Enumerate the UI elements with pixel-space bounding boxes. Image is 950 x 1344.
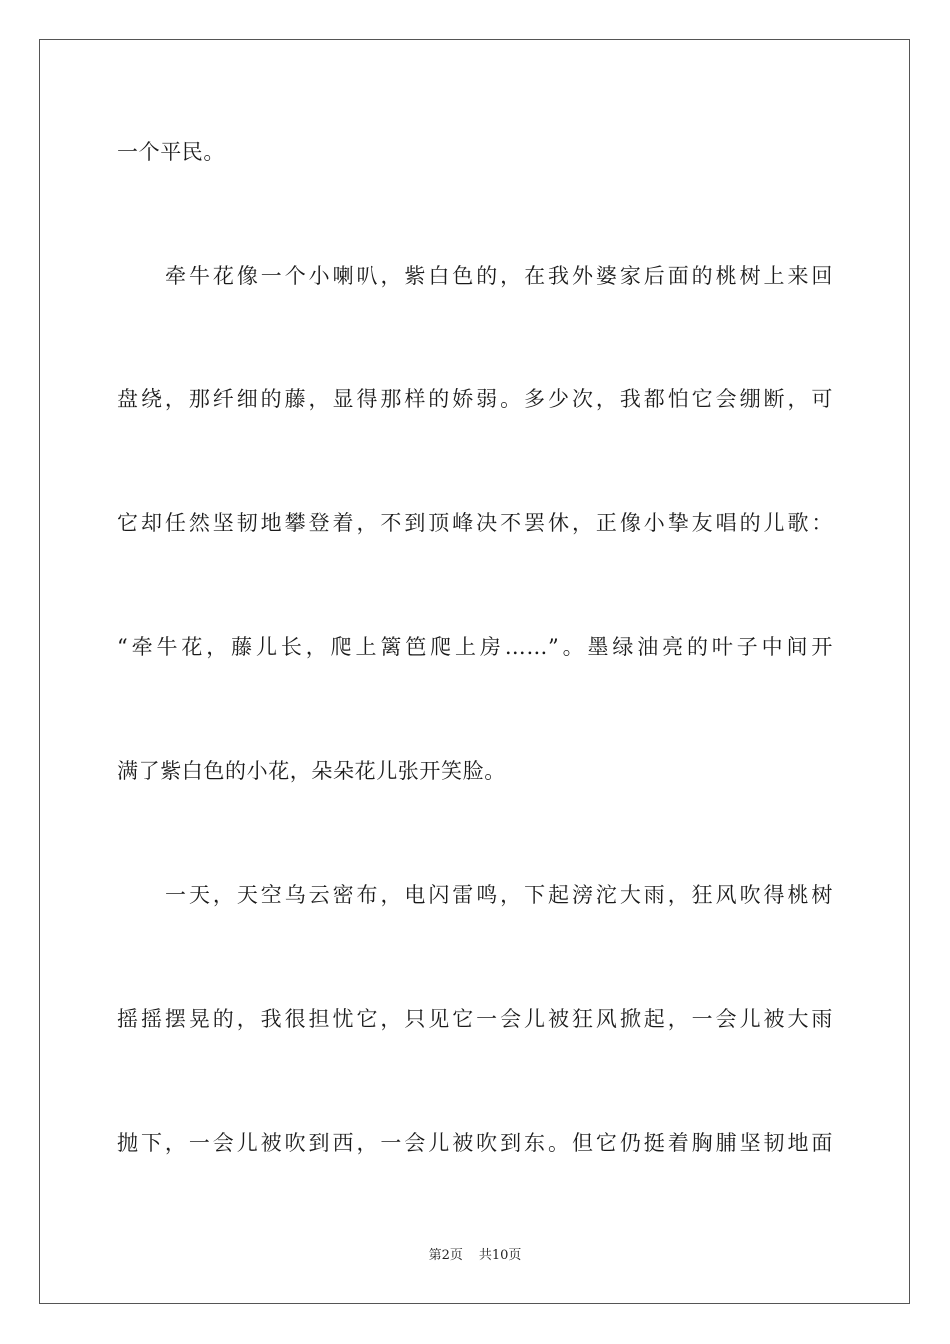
page-total: 共10页 bbox=[478, 1248, 522, 1263]
text-line: 抛下，一会儿被吹到西，一会儿被吹到东。但它仍挺着胸脯坚韧地面 bbox=[117, 1131, 833, 1155]
text-line: “牵牛花，藤儿长，爬上篱笆爬上房……”。墨绿油亮的叶子中间开 bbox=[117, 635, 833, 659]
text-line: 一个平民。 bbox=[117, 140, 225, 164]
text-line: 牵牛花像一个小喇叭，紫白色的，在我外婆家后面的桃树上来回 bbox=[165, 264, 833, 288]
text-line: 满了紫白色的小花，朵朵花儿张开笑脸。 bbox=[117, 759, 506, 783]
text-line: 一天，天空乌云密布，电闪雷鸣，下起滂沱大雨，狂风吹得桃树 bbox=[165, 883, 833, 907]
page-border bbox=[39, 39, 910, 1304]
text-line: 盘绕，那纤细的藤，显得那样的娇弱。多少次，我都怕它会绷断，可 bbox=[117, 387, 833, 411]
text-line: 摇摇摆晃的，我很担忧它，只见它一会儿被狂风掀起，一会儿被大雨 bbox=[117, 1007, 833, 1031]
text-line: 它却任然坚韧地攀登着，不到顶峰决不罢休，正像小挚友唱的儿歌： bbox=[117, 511, 833, 535]
page-number: 第2页 bbox=[428, 1248, 463, 1263]
page-footer bbox=[0, 1247, 950, 1265]
